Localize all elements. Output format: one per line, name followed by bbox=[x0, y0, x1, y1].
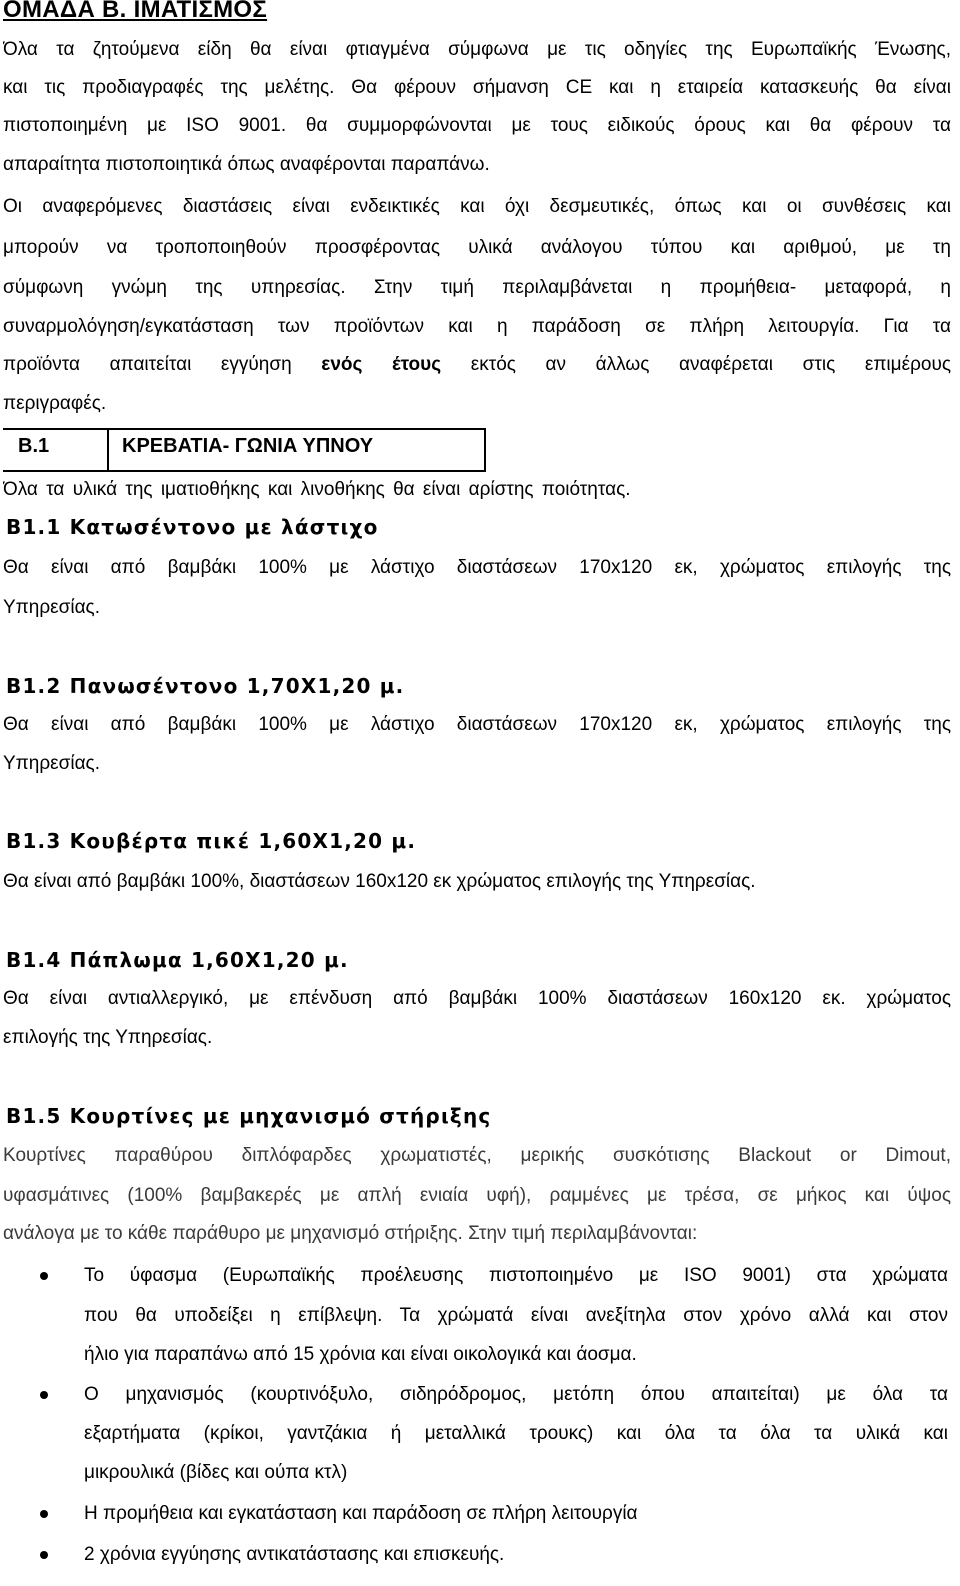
warranty-last-line: περιγραφές. bbox=[3, 393, 107, 414]
bullet-line: μικρουλικά (βίδες και ούπα κτλ) bbox=[84, 1462, 348, 1483]
item-line: Θα είναι αντιαλλεργικό, με επένδυση από βαμβάκι 100% διαστάσεων 160x120 εκ. χρώματος bbox=[3, 988, 951, 1009]
warranty-line bbox=[3, 353, 951, 377]
intro-line: και τις προδιαγραφές της μελέτης. Θα φέρουν σήμανση CE και η εταιρεία κατασκευής θα είναι bbox=[3, 77, 951, 98]
bullet-icon bbox=[40, 1551, 48, 1559]
bullet-icon bbox=[40, 1272, 48, 1280]
dimensions-line: μπορούν να τροποποιηθούν προσφέροντας υλικά ανάλογου τύπου και αριθμού, με τη bbox=[3, 237, 951, 258]
bullet-line: ήλιο για παραπάνω από 15 χρόνια και είναι οικολογικά και άοσμα. bbox=[84, 1344, 637, 1365]
item-heading: Β1.4 Πάπλωμα 1,60Χ1,20 μ. bbox=[6, 948, 349, 972]
dimensions-line: σύμφωνη γνώμη της υπηρεσίας. Στην τιμή περιλαμβάνεται η προμήθεια- μεταφορά, η bbox=[3, 277, 951, 298]
intro-line: Όλα τα ζητούμενα είδη θα είναι φτιαγμένα σύμφωνα με τις οδηγίες της Ευρωπαϊκής Ένωσης, bbox=[3, 39, 951, 60]
dimensions-line: Οι αναφερόμενες διαστάσεις είναι ενδεικτικές και όχι δεσμευτικές, όπως και οι συνθέσεις και bbox=[3, 196, 951, 217]
bullet-line: Ο μηχανισμός (κουρτινόξυλο, σιδηρόδρομος, μετόπη όπου απαιτείται) με όλα τα bbox=[84, 1384, 948, 1405]
section-name: ΚΡΕΒΑΤΙΑ- ΓΩΝΙΑ ΥΠΝΟΥ bbox=[122, 435, 374, 457]
section-number: Β.1 bbox=[18, 435, 50, 457]
item-line: ανάλογα με το κάθε παράθυρο με μηχανισμό στήριξης. Στην τιμή περιλαμβάνονται: bbox=[3, 1223, 698, 1244]
bullet-line: Το ύφασμα (Ευρωπαϊκής προέλευσης πιστοποιημένο με ISO 9001) στα χρώματα bbox=[84, 1265, 948, 1286]
intro-line: πιστοποιημένη με ISO 9001. θα συμμορφώνονται με τους ειδικούς όρους και θα φέρουν τα bbox=[3, 115, 951, 136]
item-heading: Β1.5 Κουρτίνες με μηχανισμό στήριξης bbox=[6, 1104, 492, 1128]
warranty-emphasis: ενός έτους bbox=[321, 354, 442, 375]
bullet-line: εξαρτήματα (κρίκοι, γαντζάκια ή μεταλλικά τρουκς) και όλα τα όλα τα υλικά και bbox=[84, 1423, 948, 1444]
item-heading: Β1.1 Κατωσέντονο με λάστιχο bbox=[6, 515, 379, 539]
bullet-line: Η προμήθεια και εγκατάσταση και παράδοση σε πλήρη λειτουργία bbox=[84, 1503, 638, 1524]
item-heading: Β1.2 Πανωσέντονο 1,70Χ1,20 μ. bbox=[6, 674, 405, 698]
item-line: Κουρτίνες παραθύρου διπλόφαρδες χρωματιστές, μερικής συσκότισης Blackout or Dimout, bbox=[3, 1145, 951, 1166]
section-heading-divider bbox=[107, 430, 109, 472]
item-heading: Β1.3 Κουβέρτα πικέ 1,60Χ1,20 μ. bbox=[6, 829, 417, 853]
bullet-line: 2 χρόνια εγγύησης αντικατάστασης και επισκευής. bbox=[84, 1544, 505, 1565]
item-line: Θα είναι από βαμβάκι 100% με λάστιχο διαστάσεων 170x120 εκ, χρώματος επιλογής της bbox=[3, 714, 951, 735]
item-line: Θα είναι από βαμβάκι 100%, διαστάσεων 160x120 εκ χρώματος επιλογής της Υπηρεσίας. bbox=[3, 871, 756, 892]
section-intro: Όλα τα υλικά της ιματιοθήκης και λινοθήκης θα είναι αρίστης ποιότητας. bbox=[3, 479, 631, 500]
bullet-icon bbox=[40, 1510, 48, 1518]
bullet-icon bbox=[40, 1391, 48, 1399]
document-title: ΟΜΑΔΑ Β. ΙΜΑΤΙΣΜΟΣ bbox=[3, 0, 268, 23]
item-line: Θα είναι από βαμβάκι 100% με λάστιχο διαστάσεων 170x120 εκ, χρώματος επιλογής της bbox=[3, 557, 951, 578]
item-line: Υπηρεσίας. bbox=[3, 597, 100, 618]
item-line: επιλογής της Υπηρεσίας. bbox=[3, 1027, 213, 1048]
intro-line: απαραίτητα πιστοποιητικά όπως αναφέρονται παραπάνω. bbox=[3, 154, 490, 175]
item-line: υφασμάτινες (100% βαμβακερές με απλή ενιαία υφή), ραμμένες με τρέσα, σε μήκος και ύψος bbox=[3, 1185, 951, 1206]
warranty-text-before: προϊόντα απαιτείται εγγύηση bbox=[3, 354, 292, 375]
bullet-line: που θα υποδείξει η επίβλεψη. Τα χρώματά είναι ανεξίτηλα στον χρόνο αλλά και στον bbox=[84, 1305, 948, 1326]
dimensions-line: συναρμολόγηση/εγκατάσταση των προϊόντων και η παράδοση σε πλήρη λειτουργία. Για τα bbox=[3, 316, 951, 337]
warranty-text-after: εκτός αν άλλως αναφέρεται στις επιμέρους bbox=[470, 354, 951, 375]
item-line: Υπηρεσίας. bbox=[3, 753, 100, 774]
